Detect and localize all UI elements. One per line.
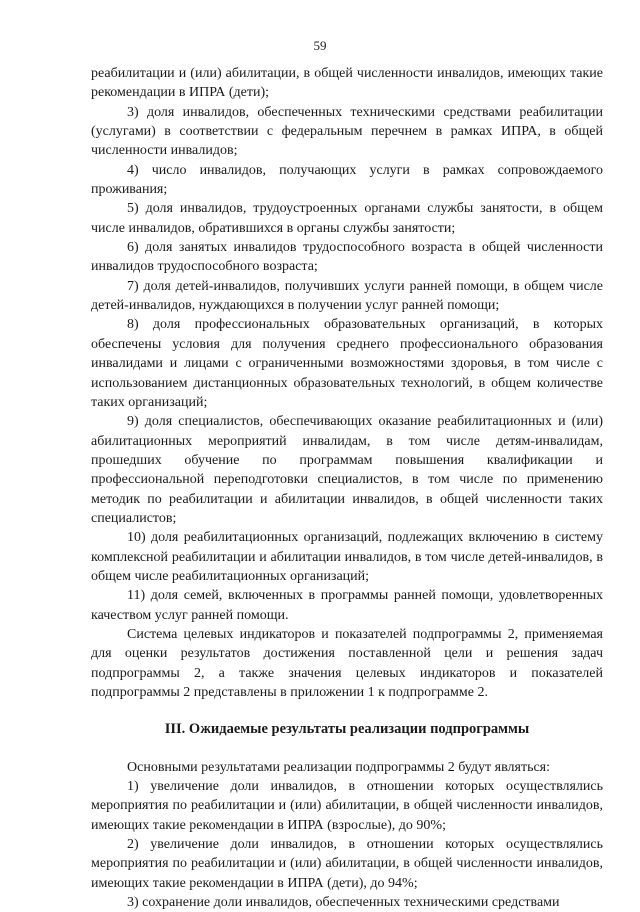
list-item-3: 3) доля инвалидов, обеспеченных техническими средствами реабилитации (услугами) в соответствии с федеральным перечнем в рамках ИПРА, в общей численности инвалидов; [91, 104, 603, 159]
result-item-1: 1) увеличение доли инвалидов, в отношении которых осуществлялись мероприятия по реабилитации и (или) абилитации, в общей численности инвалидов, имеющих такие рекомендации в ИПРА (взрослые), до 90%; [91, 779, 603, 833]
results-intro: Основными результатами реализации подпрограммы 2 будут являться: [127, 759, 551, 775]
list-item-8: 8) доля профессиональных образовательных организаций, в которых обеспечены условия для получения среднего профессионального образования инвалидами и лицами с ограниченными возможностями здоровья, в том числе с использованием дистанционных образовательных технологий, в общем количестве таких организаций; [91, 317, 603, 410]
list-item-11: 11) доля семей, включенных в программы ранней помощи, удовлетворенных качеством услуг ранней помощи. [91, 588, 603, 623]
paragraph-continuation: реабилитации и (или) абилитации, в общей численности инвалидов, имеющих такие рекомендации в ИПРА (дети); [91, 66, 603, 101]
page-number: 59 [313, 38, 327, 53]
list-item-5: 5) доля инвалидов, трудоустроенных органами службы занятости, в общем числе инвалидов, обратившихся в органы службы занятости; [91, 201, 603, 236]
list-item-10: 10) доля реабилитационных организаций, подлежащих включению в систему комплексной реабилитации и абилитации инвалидов, в том числе детей-инвалидов, в общем числе реабилитационных организаций; [91, 530, 603, 584]
list-item-9: 9) доля специалистов, обеспечивающих оказание реабилитационных и (или) абилитационных мероприятий инвалидам, в том числе детям-инвалидам, прошедших обучение по программам повышения квалификации и профессиональной переподготовки специалистов, в том числе по применению методик по реабилитации и абилитации инвалидов, в общей численности таких специалистов; [91, 414, 603, 526]
list-item-6: 6) доля занятых инвалидов трудоспособного возраста в общей численности инвалидов трудоспособного возраста; [91, 240, 603, 275]
list-item-4: 4) число инвалидов, получающих услуги в рамках сопровождаемого проживания; [91, 162, 603, 198]
result-item-3: 3) сохранение доли инвалидов, обеспеченных техническими средствами [127, 895, 560, 911]
result-item-2: 2) увеличение доли инвалидов, в отношении которых осуществлялись мероприятия по реабилитации и (или) абилитации, в общей численности инвалидов, имеющих такие рекомендации в ИПРА (дети), до 94%; [91, 837, 603, 891]
list-item-7: 7) доля детей-инвалидов, получивших услуги ранней помощи, в общем числе детей-инвалидов, нуждающихся в получении услуг ранней помощи; [91, 278, 603, 314]
indicators-paragraph: Система целевых индикаторов и показателей подпрограммы 2, применяемая для оценки результатов достижения поставленной цели и решения задач подпрограммы 2, а также значения целевых индикаторов и показателей подпрограммы 2 представлены в приложении 1 к подпрограмме 2. [91, 626, 603, 700]
document-body [91, 64, 603, 912]
section-heading: III. Ожидаемые результаты реализации подпрограммы [164, 721, 530, 738]
